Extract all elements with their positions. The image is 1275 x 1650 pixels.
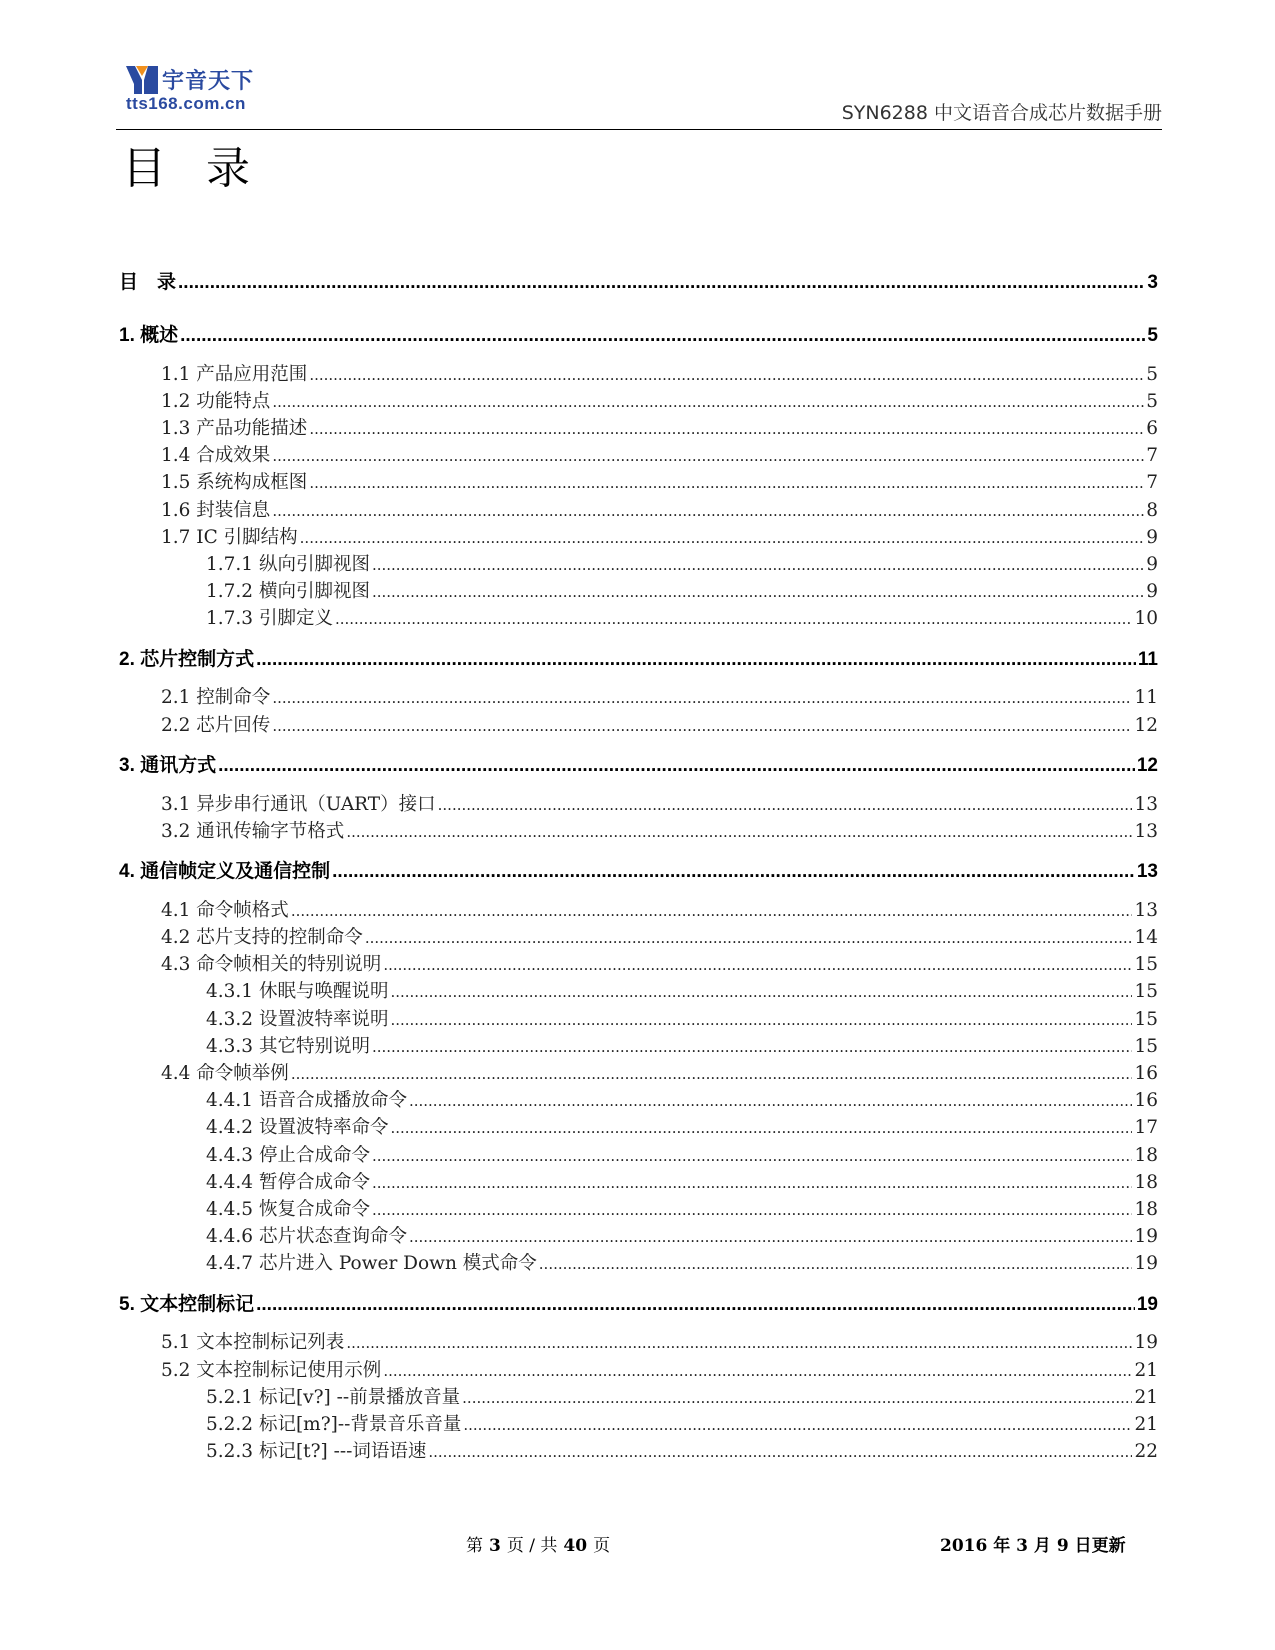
toc-entry[interactable]: [119, 856, 1158, 883]
dot-leader: [390, 1009, 1132, 1030]
dot-leader: [346, 1332, 1132, 1353]
toc-entry-label: 2. 芯片控制方式: [119, 648, 255, 670]
page-suffix: 页: [593, 1536, 611, 1556]
toc-entry-page: 22: [1134, 1441, 1158, 1463]
dot-leader: [463, 1414, 1132, 1435]
toc-entry-label: 4.4.3 停止合成命令: [206, 1144, 370, 1166]
toc-entry[interactable]: [206, 1141, 1158, 1167]
toc-entry[interactable]: [161, 1356, 1158, 1382]
dot-leader: [256, 1294, 1135, 1316]
toc-entry-label: 1.7.1 纵向引脚视图: [206, 553, 370, 575]
toc-entry[interactable]: [161, 923, 1158, 949]
toc-entry-page: 19: [1134, 1226, 1158, 1248]
toc-entry-page: 19: [1134, 1253, 1158, 1275]
toc-entry-label: 目 录: [119, 272, 177, 293]
toc-entry-label: 1.7 IC 引脚结构: [161, 526, 298, 548]
toc-entry-label: 4.4.6 芯片状态查询命令: [206, 1226, 407, 1248]
toc-entry[interactable]: [119, 320, 1158, 347]
dot-leader: [539, 1253, 1133, 1274]
toc-entry-label: 1. 概述: [119, 325, 179, 346]
toc-entry-page: 18: [1134, 1198, 1158, 1220]
toc-entry-page: 15: [1134, 1035, 1158, 1057]
toc-entry-page: 13: [1134, 793, 1158, 815]
dot-leader: [390, 981, 1132, 1002]
toc-entry-label: 4.3.1 休眠与唤醒说明: [206, 981, 389, 1003]
toc-entry-label: 1.4 合成效果: [161, 445, 271, 467]
dot-leader: [178, 272, 1145, 294]
dot-leader: [309, 472, 1144, 493]
toc-entry-label: 4.4.1 语音合成播放命令: [206, 1090, 407, 1112]
toc-entry-page: 5: [1146, 363, 1158, 385]
toc-entry[interactable]: [161, 360, 1158, 386]
dot-leader: [272, 687, 1132, 708]
dot-leader: [383, 954, 1132, 975]
toc-entry[interactable]: [161, 683, 1158, 709]
toc-entry[interactable]: [119, 1289, 1158, 1316]
dot-leader: [309, 364, 1144, 385]
toc-entry[interactable]: [161, 896, 1158, 922]
toc-entry[interactable]: [206, 1113, 1158, 1139]
dot-leader: [256, 649, 1136, 671]
toc-entry-page: 9: [1146, 526, 1158, 548]
toc-entry-page: 18: [1134, 1171, 1158, 1193]
dot-leader: [438, 794, 1133, 815]
toc-entry[interactable]: [161, 496, 1158, 522]
toc-entry-label: 5.1 文本控制标记列表: [161, 1332, 345, 1354]
toc-entry-label: 3.2 通讯传输字节格式: [161, 820, 345, 842]
toc-entry-page: 19: [1134, 1332, 1158, 1354]
toc-entry[interactable]: [161, 1328, 1158, 1354]
toc-entry[interactable]: [206, 550, 1158, 576]
toc-entry[interactable]: [161, 790, 1158, 816]
toc-entry-page: 5: [1146, 390, 1158, 412]
logo-text: 宇音天下: [162, 68, 255, 94]
dot-leader: [309, 418, 1144, 439]
dot-leader: [462, 1387, 1132, 1408]
dot-leader: [335, 608, 1133, 629]
toc-entry-label: 5.2.2 标记[m?]--背景音乐音量: [206, 1413, 462, 1435]
toc-entry-page: 16: [1134, 1062, 1158, 1084]
toc-entry-label: 5.2.1 标记[v?] --前景播放音量: [206, 1386, 461, 1408]
toc-entry-page: 8: [1146, 499, 1158, 521]
dot-leader: [272, 500, 1144, 521]
toc-entry-label: 1.2 功能特点: [161, 390, 271, 412]
dot-leader: [372, 581, 1144, 602]
document-title: SYN6288 中文语音合成芯片数据手册: [841, 102, 1162, 124]
toc-entry[interactable]: [206, 1168, 1158, 1194]
toc-entry-label: 4.2 芯片支持的控制命令: [161, 926, 363, 948]
toc-entry-page: 15: [1134, 1008, 1158, 1030]
toc-entry-label: 5.2.3 标记[t?] ---词语语速: [206, 1441, 427, 1463]
toc-entry-page: 21: [1134, 1386, 1158, 1408]
toc-entry-label: 4.4.7 芯片进入 Power Down 模式命令: [206, 1253, 537, 1275]
current-page: 3: [489, 1536, 501, 1556]
toc-entry-label: 5.2 文本控制标记使用示例: [161, 1359, 382, 1381]
toc-entry-page: 13: [1134, 899, 1158, 921]
dot-leader: [372, 1145, 1132, 1166]
toc-entry-page: 5: [1147, 325, 1158, 346]
toc-entry-label: 4.3.3 其它特别说明: [206, 1035, 370, 1057]
dot-leader: [383, 1360, 1132, 1381]
page-number: [466, 1531, 610, 1556]
toc-entry-label: 3.1 异步串行通讯（UART）接口: [161, 793, 436, 815]
dot-leader: [300, 527, 1145, 548]
dot-leader: [272, 715, 1132, 736]
toc-entry[interactable]: [119, 750, 1158, 777]
toc-entry[interactable]: [206, 604, 1158, 630]
toc-entry-page: 13: [1134, 820, 1158, 842]
dot-leader: [372, 1199, 1132, 1220]
toc-entry-label: 1.3 产品功能描述: [161, 417, 308, 439]
dot-leader: [409, 1090, 1132, 1111]
toc-entry-page: 12: [1134, 714, 1158, 736]
toc-entry-label: 4. 通信帧定义及通信控制: [119, 861, 331, 883]
toc-entry[interactable]: [161, 441, 1158, 467]
dot-leader: [428, 1441, 1132, 1462]
toc-entry[interactable]: [206, 1383, 1158, 1409]
toc-entry[interactable]: [161, 414, 1158, 440]
dot-leader: [291, 1063, 1133, 1084]
toc-entry-label: 4.3 命令帧相关的特别说明: [161, 954, 382, 976]
toc-entry-page: 18: [1134, 1144, 1158, 1166]
toc-entry[interactable]: [206, 1086, 1158, 1112]
toc-entry-label: 1.5 系统构成框图: [161, 472, 308, 494]
toc-entry-page: 21: [1134, 1413, 1158, 1435]
toc-entry-label: 1.7.3 引脚定义: [206, 608, 333, 630]
toc-entry[interactable]: [206, 1195, 1158, 1221]
toc-entry[interactable]: [206, 1437, 1158, 1463]
toc-entry-page: 10: [1134, 608, 1158, 630]
page-prefix: 第: [466, 1536, 483, 1556]
toc-entry[interactable]: [119, 267, 1158, 294]
toc-entry[interactable]: [206, 1249, 1158, 1275]
dot-leader: [291, 900, 1133, 921]
dot-leader: [365, 927, 1133, 948]
company-logo: [126, 64, 266, 116]
toc-entry[interactable]: [161, 950, 1158, 976]
toc-entry-page: 7: [1146, 445, 1158, 467]
toc-entry-page: 17: [1134, 1117, 1158, 1139]
dot-leader: [372, 1172, 1132, 1193]
logo-url: tts168.com.cn: [126, 94, 246, 113]
dot-leader: [372, 1036, 1132, 1057]
header-divider: [116, 129, 1162, 130]
toc-entry-page: 16: [1134, 1090, 1158, 1112]
page-title-char: 目: [122, 143, 166, 194]
toc-entry-label: 4.4.5 恢复合成命令: [206, 1198, 370, 1220]
toc-entry[interactable]: [206, 577, 1158, 603]
toc-entry[interactable]: [206, 1410, 1158, 1436]
toc-entry-page: 19: [1136, 1293, 1158, 1315]
toc-entry-label: 2.1 控制命令: [161, 687, 271, 709]
toc-entry-label: 3. 通讯方式: [119, 755, 217, 776]
toc-entry-page: 15: [1134, 981, 1158, 1003]
page-title-char: 录: [206, 143, 250, 194]
toc-entry[interactable]: [161, 523, 1158, 549]
toc-entry-page: 6: [1146, 417, 1158, 439]
dot-leader: [390, 1117, 1132, 1138]
dot-leader: [372, 554, 1144, 575]
toc-entry-label: 1.7.2 横向引脚视图: [206, 581, 370, 603]
toc-entry-page: 13: [1136, 861, 1158, 883]
toc-entry[interactable]: [206, 977, 1158, 1003]
toc-entry-page: 7: [1146, 472, 1158, 494]
toc-entry-label: 4.1 命令帧格式: [161, 899, 289, 921]
dot-leader: [409, 1226, 1132, 1247]
total-pages: 40: [563, 1536, 588, 1556]
toc-entry[interactable]: [206, 1032, 1158, 1058]
toc-entry-label: 4.3.2 设置波特率说明: [206, 1008, 389, 1030]
toc-entry-label: 4.4.4 暂停合成命令: [206, 1171, 370, 1193]
dot-leader: [332, 861, 1135, 883]
toc-entry[interactable]: [161, 468, 1158, 494]
page-mid: 页 / 共: [506, 1536, 558, 1556]
toc-entry[interactable]: [161, 387, 1158, 413]
dot-leader: [272, 391, 1144, 412]
toc-entry-page: 21: [1134, 1359, 1158, 1381]
dot-leader: [180, 325, 1145, 347]
toc-entry-page: 3: [1147, 272, 1158, 293]
logo-mark-icon: [126, 66, 158, 94]
page-title: [122, 132, 290, 196]
dot-leader: [272, 445, 1144, 466]
toc-entry-label: 5. 文本控制标记: [119, 1293, 255, 1315]
toc-entry[interactable]: [119, 644, 1158, 671]
toc-entry-page: 9: [1146, 581, 1158, 603]
toc-entry-label: 4.4.2 设置波特率命令: [206, 1117, 389, 1139]
toc-entry[interactable]: [161, 817, 1158, 843]
toc-entry-label: 2.2 芯片回传: [161, 714, 271, 736]
toc-entry-page: 11: [1134, 687, 1158, 709]
toc-entry-page: 9: [1146, 553, 1158, 575]
toc-entry-page: 11: [1137, 648, 1158, 670]
dot-leader: [346, 821, 1132, 842]
toc-entry[interactable]: [206, 1005, 1158, 1031]
toc-entry-page: 15: [1134, 954, 1158, 976]
toc-entry-page: 14: [1134, 926, 1158, 948]
toc-entry-page: 12: [1136, 755, 1158, 776]
toc-entry[interactable]: [161, 711, 1158, 737]
toc-entry-label: 1.6 封装信息: [161, 499, 271, 521]
dot-leader: [218, 755, 1135, 777]
toc-entry[interactable]: [161, 1059, 1158, 1085]
toc-entry-label: 1.1 产品应用范围: [161, 363, 308, 385]
toc-entry[interactable]: [206, 1222, 1158, 1248]
update-date: 2016 年 3 月 9 日更新: [940, 1536, 1126, 1556]
toc-entry-label: 4.4 命令帧举例: [161, 1062, 289, 1084]
